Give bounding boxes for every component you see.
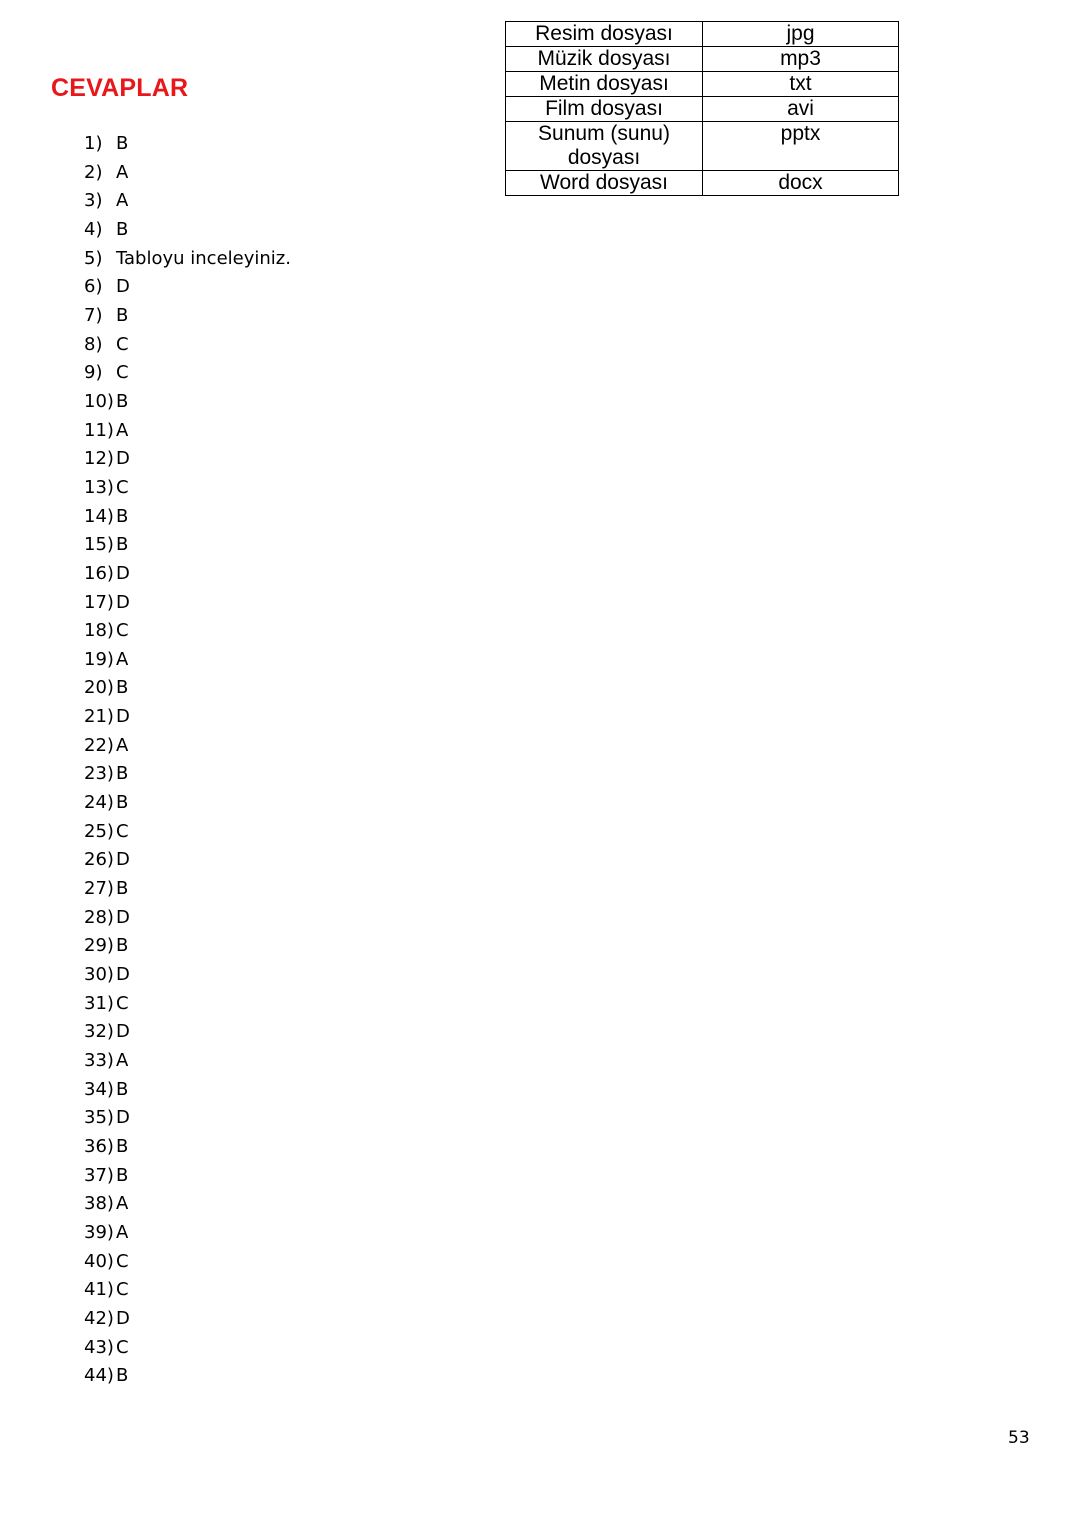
answer-value: C	[116, 1250, 129, 1272]
answer-number: 7)	[84, 304, 103, 326]
file-extension-cell: docx	[703, 171, 899, 196]
answer-number: 4)	[84, 218, 103, 240]
answer-number: 2)	[84, 161, 103, 183]
answer-value: D	[116, 964, 130, 986]
answer-item	[84, 1018, 291, 1047]
answer-item	[84, 560, 291, 589]
answer-value: D	[116, 562, 130, 584]
answer-item	[84, 159, 291, 188]
answer-item	[84, 846, 291, 875]
answer-item	[84, 216, 291, 245]
answer-item	[84, 474, 291, 503]
answer-number: 21)	[84, 706, 114, 728]
file-type-cell: Müzik dosyası	[506, 47, 703, 72]
answer-item	[84, 359, 291, 388]
answer-item	[84, 1276, 291, 1305]
answer-number: 39)	[84, 1221, 114, 1243]
answer-value: B	[116, 1135, 129, 1157]
answer-item	[84, 1047, 291, 1076]
answer-number: 5)	[84, 247, 103, 269]
answer-value: A	[116, 1050, 129, 1071]
answer-item	[84, 760, 291, 789]
answer-item	[84, 990, 291, 1019]
answer-number: 14)	[84, 505, 114, 527]
file-extension-cell: pptx	[703, 122, 899, 171]
answer-number: 12)	[84, 448, 114, 470]
answer-value: D	[116, 591, 130, 613]
answer-value: A	[116, 161, 129, 183]
answer-value: D	[116, 1307, 130, 1329]
table-row	[506, 171, 899, 196]
answer-item	[84, 789, 291, 818]
answer-number: 31)	[84, 992, 114, 1014]
answer-item	[84, 1362, 291, 1391]
answer-number: 26)	[84, 849, 114, 871]
answer-number: 30)	[84, 964, 114, 986]
file-type-cell: Word dosyası	[506, 171, 703, 196]
file-extension-cell: jpg	[703, 22, 899, 47]
answer-number: 35)	[84, 1107, 114, 1129]
answer-item	[84, 331, 291, 360]
answer-value: B	[116, 792, 129, 814]
answer-value: B	[116, 1078, 129, 1100]
answer-value: B	[116, 935, 129, 957]
answer-item	[84, 646, 291, 675]
file-extension-table-body	[506, 22, 899, 196]
answer-number: 6)	[84, 276, 103, 298]
answer-item	[84, 1076, 291, 1105]
file-extension-table	[505, 21, 899, 196]
table-row	[506, 72, 899, 97]
answer-value: C	[116, 362, 129, 384]
answer-number: 29)	[84, 935, 114, 957]
answer-number: 15)	[84, 534, 114, 556]
answer-value: C	[116, 820, 129, 842]
answer-item	[84, 961, 291, 990]
answer-item	[84, 617, 291, 646]
answer-item	[84, 1248, 291, 1277]
answer-item	[84, 388, 291, 417]
answer-item	[84, 589, 291, 618]
answer-value: C	[116, 476, 129, 498]
answer-item	[84, 1133, 291, 1162]
answer-item	[84, 818, 291, 847]
answer-item	[84, 187, 291, 216]
answer-number: 27)	[84, 878, 114, 900]
answer-number: 23)	[84, 763, 114, 785]
answer-value: D	[116, 1107, 130, 1129]
answer-item	[84, 503, 291, 532]
answer-number: 41)	[84, 1279, 114, 1301]
answer-value: B	[116, 763, 129, 785]
answer-value: D	[116, 906, 130, 928]
answer-number: 1)	[84, 133, 103, 154]
answer-value: B	[116, 1164, 129, 1186]
answer-item	[84, 1305, 291, 1334]
answer-item	[84, 273, 291, 302]
answer-value: B	[116, 677, 129, 699]
answer-value: C	[116, 620, 129, 642]
answer-value: A	[116, 1193, 129, 1215]
answer-item	[84, 445, 291, 474]
answer-value: B	[116, 304, 129, 326]
answer-number: 19)	[84, 648, 114, 670]
answer-number: 33)	[84, 1050, 114, 1071]
file-type-cell: Sunum (sunu) dosyası	[506, 122, 703, 171]
file-type-cell: Metin dosyası	[506, 72, 703, 97]
file-extension-cell: avi	[703, 97, 899, 122]
answer-value: A	[116, 190, 129, 212]
answer-item	[84, 417, 291, 446]
answer-value: C	[116, 992, 129, 1014]
file-type-cell: Resim dosyası	[506, 22, 703, 47]
answer-value: B	[116, 534, 129, 556]
answer-value: Tabloyu inceleyiniz.	[116, 247, 291, 269]
answer-value: C	[116, 1279, 129, 1301]
answer-number: 11)	[84, 419, 114, 441]
answer-number: 28)	[84, 906, 114, 928]
answer-number: 16)	[84, 562, 114, 584]
answer-item	[84, 674, 291, 703]
answer-number: 24)	[84, 792, 114, 814]
table-row	[506, 22, 899, 47]
answer-number: 13)	[84, 476, 114, 498]
answer-item	[84, 1190, 291, 1219]
answer-number: 32)	[84, 1021, 114, 1043]
answer-item	[84, 1162, 291, 1191]
answer-value: B	[116, 878, 129, 900]
answer-value: B	[116, 133, 129, 154]
table-row	[506, 47, 899, 72]
answer-number: 25)	[84, 820, 114, 842]
page-number: 53	[1008, 1428, 1030, 1448]
answer-number: 22)	[84, 734, 114, 756]
answer-value: D	[116, 706, 130, 728]
answer-item	[84, 1219, 291, 1248]
answer-item	[84, 1104, 291, 1133]
answer-value: B	[116, 390, 129, 412]
file-extension-cell: mp3	[703, 47, 899, 72]
table-row	[506, 97, 899, 122]
answer-item	[84, 904, 291, 933]
table-row	[506, 122, 899, 171]
answer-number: 44)	[84, 1365, 114, 1387]
answer-value: B	[116, 218, 129, 240]
answer-number: 20)	[84, 677, 114, 699]
answer-number: 34)	[84, 1078, 114, 1100]
answer-value: B	[116, 1365, 129, 1387]
file-extension-cell: txt	[703, 72, 899, 97]
answer-value: D	[116, 448, 130, 470]
answer-value: A	[116, 734, 129, 756]
answer-value: A	[116, 419, 129, 441]
answer-value: B	[116, 505, 129, 527]
answer-item	[84, 1334, 291, 1363]
answer-number: 17)	[84, 591, 114, 613]
file-type-cell: Film dosyası	[506, 97, 703, 122]
answer-item	[84, 531, 291, 560]
answer-number: 10)	[84, 390, 114, 412]
answer-number: 3)	[84, 190, 103, 212]
answer-number: 18)	[84, 620, 114, 642]
answer-item	[84, 130, 291, 159]
answer-value: A	[116, 648, 129, 670]
answer-value: C	[116, 333, 129, 355]
answer-value: D	[116, 1021, 130, 1043]
answer-number: 43)	[84, 1336, 114, 1358]
answer-value: A	[116, 1221, 129, 1243]
answer-number: 37)	[84, 1164, 114, 1186]
page-title: CEVAPLAR	[51, 74, 189, 102]
answer-item	[84, 875, 291, 904]
answer-value: D	[116, 849, 130, 871]
answer-number: 9)	[84, 362, 103, 384]
answer-number: 42)	[84, 1307, 114, 1329]
answer-item	[84, 703, 291, 732]
answer-number: 36)	[84, 1135, 114, 1157]
answer-value: C	[116, 1336, 129, 1358]
answer-number: 8)	[84, 333, 103, 355]
answer-value: D	[116, 276, 130, 298]
answer-item	[84, 932, 291, 961]
answer-item	[84, 732, 291, 761]
answer-item	[84, 302, 291, 331]
answer-number: 38)	[84, 1193, 114, 1215]
answer-list	[84, 130, 291, 1391]
answer-number: 40)	[84, 1250, 114, 1272]
answer-item	[84, 245, 291, 274]
